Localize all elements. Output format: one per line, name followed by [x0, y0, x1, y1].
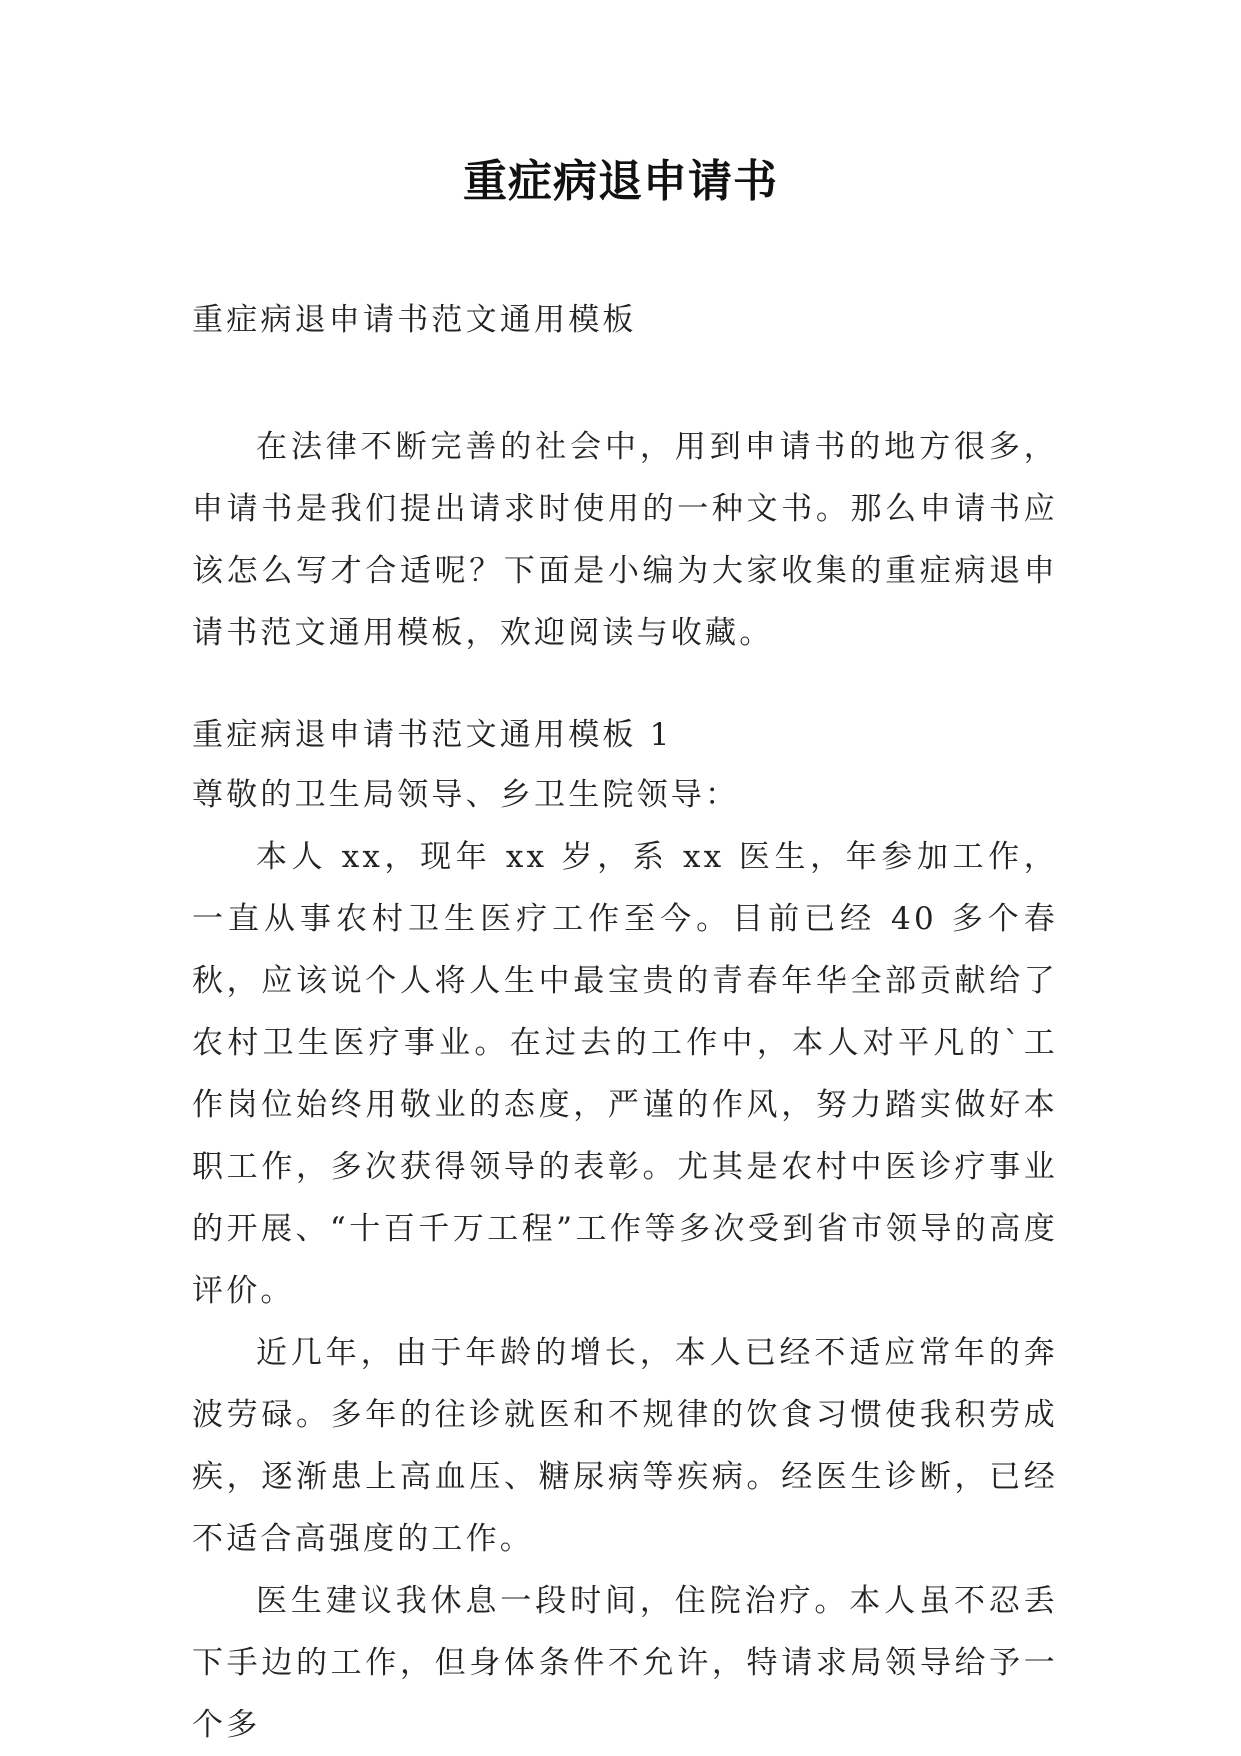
intro-paragraph: 在法律不断完善的社会中，用到申请书的地方很多，申请书是我们提出请求时使用的一种文书。那么申请书应该怎么写才合适呢？下面是小编为大家收集的重症病退申请书范文通用模板，欢迎阅读与收藏。 [192, 429, 1058, 651]
salutation: 尊敬的卫生局领导、乡卫生院领导： [192, 777, 740, 813]
letter-body [192, 826, 1058, 1756]
body-paragraph-3: 医生建议我休息一段时间，住院治疗。本人虽不忍丢下手边的工作，但身体条件不允许，特请求局领导给予一个多 [192, 1583, 1058, 1743]
section-heading: 重症病退申请书范文通用模板 1 [192, 717, 673, 753]
document-title: 重症病退申请书 [463, 156, 778, 207]
body-paragraph-1: 本人 xx，现年 xx 岁，系 xx 医生，年参加工作，一直从事农村卫生医疗工作至今。目前已经 40 多个春秋，应该说个人将人生中最宝贵的青春年华全部贡献给了农村卫生医疗事业。在过去的工作中，本人对平凡的`工作岗位始终用敬业的态度，严谨的作风，努力踏实做好本职工作，多次获得领导的表彰。尤其是农村中医诊疗事业的开展、“十百千万工程”工作等多次受到省市领导的高度评价。 [192, 839, 1058, 1309]
document-subtitle: 重症病退申请书范文通用模板 [192, 302, 637, 338]
body-paragraph-2: 近几年，由于年龄的增长，本人已经不适应常年的奔波劳碌。多年的往诊就医和不规律的饮食习惯使我积劳成疾，逐渐患上高血压、糖尿病等疾病。经医生诊断，已经不适合高强度的工作。 [192, 1335, 1058, 1557]
